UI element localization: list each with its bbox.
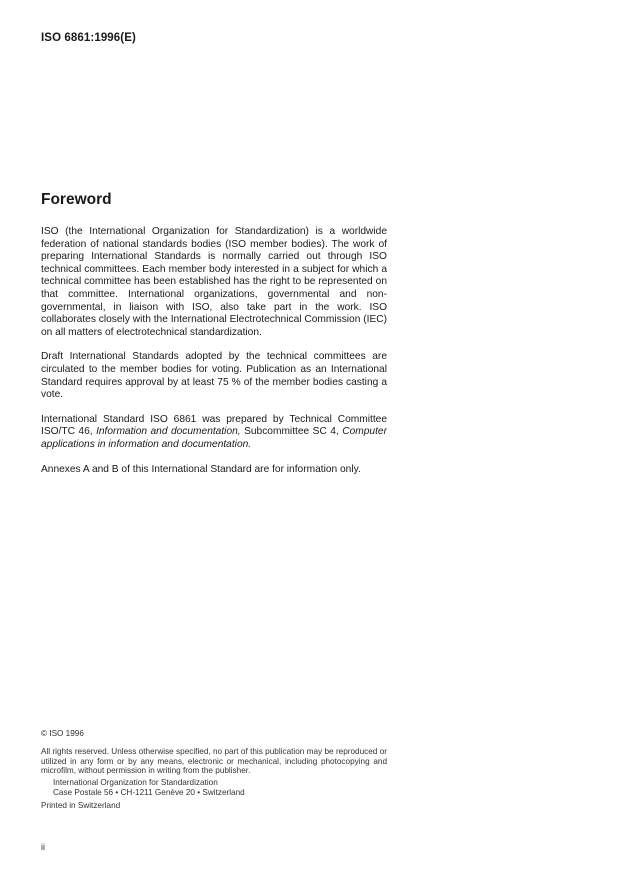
organization-name: International Organization for Standardization <box>53 778 218 788</box>
foreword-heading: Foreword <box>41 191 112 208</box>
paragraph-3-mid: Subcommittee SC 4, <box>244 426 339 438</box>
foreword-paragraph-3 <box>41 414 387 452</box>
page-number: ii <box>41 842 45 852</box>
foreword-paragraph-1: ISO (the International Organization for Standardization) is a worldwide federation of national standards bodies (ISO member bodies). The work of preparing International Standards is normally carried out through ISO technical committees. Each member body interested in a subject for which a technical committee has been established has the right to be represented on that committee. International organizations, governmental and non-governmental, in liaison with ISO, also take part in the work. ISO collaborates closely with the International Electrotechnical Commission (IEC) on all matters of electrotechnical standardization. <box>41 226 387 338</box>
foreword-paragraph-2: Draft International Standards adopted by the technical committees are circulated to the member bodies for voting. Publication as an International Standard requires approval by at least 75 % of the member bodies casting a vote. <box>41 351 387 401</box>
subcommittee-title: Computer applications in information and documentation. <box>41 426 387 450</box>
organization-address: Case Postale 56 • CH-1211 Genève 20 • Switzerland <box>53 787 245 797</box>
foreword-body <box>41 226 387 488</box>
printed-in: Printed in Switzerland <box>41 800 121 810</box>
copyright-line: © ISO 1996 <box>41 729 84 738</box>
document-id: ISO 6861:1996(E) <box>41 32 136 44</box>
paragraph-3-start: International Standard ISO 6861 was prepared by Technical Committee ISO/TC 46, <box>41 413 387 438</box>
foreword-paragraph-4: Annexes A and B of this International Standard are for information only. <box>41 463 361 475</box>
copyright-block <box>41 729 387 811</box>
rights-statement: All rights reserved. Unless otherwise specified, no part of this publication may be reproduced or utilized in any form or by any means, electronic or mechanical, including photocopying and microfilm, without permission in writing from the publisher. <box>41 746 387 776</box>
committee-title: Information and documentation, <box>96 426 241 438</box>
